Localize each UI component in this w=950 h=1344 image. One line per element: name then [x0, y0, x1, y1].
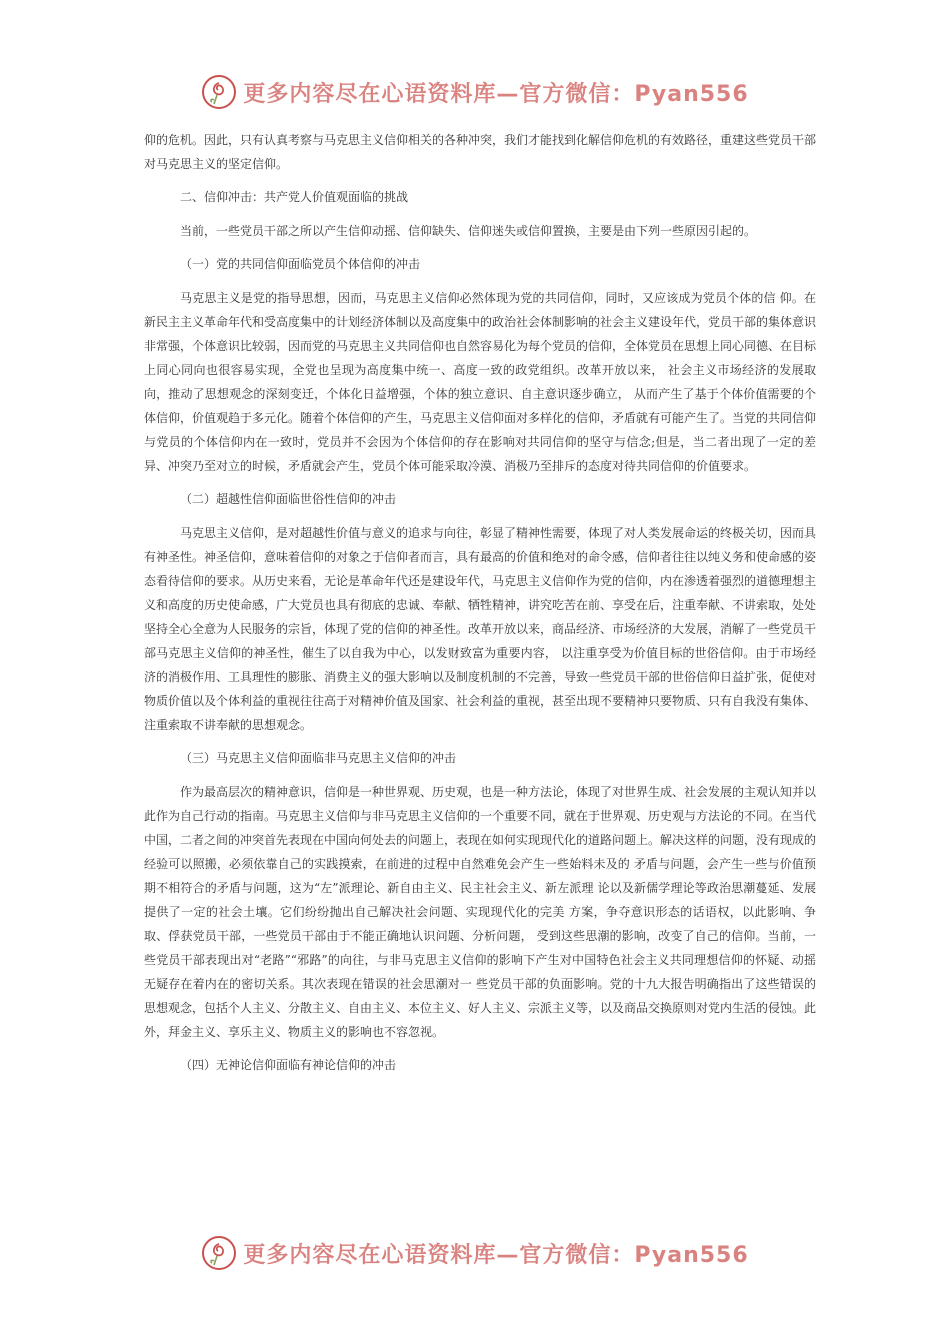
section-heading: （三）马克思主义信仰面临非马克思主义信仰的冲击: [180, 751, 457, 765]
header-watermark-banner: [0, 72, 950, 112]
body-paragraph: 马克思主义信仰，是对超越性价值与意义的追求与向往，彰显了精神性需要，体现了对人类发展命运的终极关切，因而具有神圣性。神圣信仰，意味着信仰的对象之于信仰者而言，具有最高的价值和绝对的命令感，信仰者往往以纯义务和使命感的姿态看待信仰的要求。从历史来看，无论是革命年代还是建设年代，马克思主义信仰作为党的信仰，内在渗透着强烈的道德理想主义和高度的历史使命感，广大党员也具有彻底的忠诚、奉献、牺牲精神，讲究吃苦在前、享受在后，注重奉献、不讲索取，处处坚持全心全意为人民服务的宗旨，体现了党的信仰的神圣性。改革开放以来，商品经济、市场经济的大发展，消解了一些党员干部马克思主义信仰的神圣性，催生了以自我为中心，以发财致富为重要内容， 以注重享受为价值目标的世俗信仰。由于市场经济的消极作用、工具理性的膨胀、消费主义的强大影响以及制度机制的不完善，导致一些党员干部的世俗信仰日益扩张，促使对物质价值以及个体利益的重视往往高于对精神价值及国家、社会利益的重视，甚至出现不要精神只要物质、只有自我没有集体、注重索取不讲奉献的思想观念。: [144, 526, 817, 732]
section-heading: （四）无神论信仰面临有神论信仰的冲击: [180, 1058, 397, 1072]
section-heading: （二）超越性信仰面临世俗性信仰的冲击: [180, 492, 397, 506]
body-paragraph: 仰的危机。因此，只有认真考察与马克思主义信仰相关的各种冲突，我们才能找到化解信仰危机的有效路径，重建这些党员干部对马克思主义的坚定信仰。: [144, 133, 817, 171]
body-paragraph: 作为最高层次的精神意识，信仰是一种世界观、历史观，也是一种方法论，体现了对世界生成、社会发展的主观认知并以此作为自己行动的指南。马克思主义信仰与非马克思主义信仰的一个重要不同，就在于世界观、历史观与方法论的不同。在当代中国，二者之间的冲突首先表现在中国向何处去的问题上，表现在如何实现现代化的道路问题上。解决这样的问题，没有现成的经验可以照搬，必须依靠自己的实践摸索，在前进的过程中自然难免会产生一些始料未及的 矛盾与问题，会产生一些与价值预期不相符合的矛盾与问题，这为“左”派理论、新自由主义、民主社会主义、新左派理 论以及新儒学理论等政治思潮蔓延、发展提供了一定的社会土壤。它们纷纷抛出自己解决社会问题、实现现代化的完美 方案，争夺意识形态的话语权，以此影响、争取、俘获党员干部，一些党员干部由于不能正确地认识问题、分析问题， 受到这些思潮的影响，改变了自己的信仰。当前，一些党员干部表现出对“老路”“邪路”的向往，与非马克思主义信仰的影响下产生对中国特色社会主义共同理想信仰的怀疑、动摇无疑存在着内在的密切关系。其次表现在错误的社会思潮对一 些党员干部的负面影响。党的十九大报告明确指出了这些错误的思想观念，包括个人主义、分散主义、自由主义、本位主义、好人主义、宗派主义等，以及商品交换原则对党内生活的侵蚀。此外，拜金主义、享乐主义、物质主义的影响也不容忽视。: [144, 785, 817, 1039]
banner-text: 更多内容尽在心语资料库—官方微信：Pyan556: [243, 1242, 749, 1268]
document-body: [144, 128, 816, 1087]
rose-logo-icon: [201, 1235, 237, 1271]
banner-text: 更多内容尽在心语资料库—官方微信：Pyan556: [243, 81, 749, 107]
rose-logo-icon: [201, 74, 237, 110]
body-paragraph: 当前，一些党员干部之所以产生信仰动摇、信仰缺失、信仰迷失或信仰置换，主要是由下列一些原因引起的。: [180, 224, 757, 238]
section-heading: 二、信仰冲击：共产党人价值观面临的挑战: [180, 190, 409, 204]
body-paragraph: 马克思主义是党的指导思想，因而，马克思主义信仰必然体现为党的共同信仰，同时，又应该成为党员个体的信 仰。在新民主主义革命年代和受高度集中的计划经济体制以及高度集中的政治社会体制影响的社会主义建设年代，党员干部的集体意识非常强，个体意识比较弱，因而党的马克思主义共同信仰也自然容易化为每个党员的信仰，全体党员在思想上同心同德、在目标上同心同向也很容易实现，全党也呈现为高度集中统一、高度一致的政党组织。改革开放以来， 社会主义市场经济的发展取向，推动了思想观念的深刻变迁，个体化日益增强，个体的独立意识、自主意识逐步确立， 从而产生了基于个体价值需要的个体信仰，价值观趋于多元化。随着个体信仰的产生，马克思主义信仰面对多样化的信仰，矛盾就有可能产生了。当党的共同信仰与党员的个体信仰内在一致时，党员并不会因为个体信仰的存在影响对共同信仰的坚守与信念;但是，当二者出现了一定的差异、冲突乃至对立的时候，矛盾就会产生，党员个体可能采取冷漠、消极乃至排斥的态度对待共同信仰的价值要求。: [144, 291, 817, 473]
section-heading: （一）党的共同信仰面临党员个体信仰的冲击: [180, 257, 421, 271]
footer-watermark-banner: [0, 1233, 950, 1273]
